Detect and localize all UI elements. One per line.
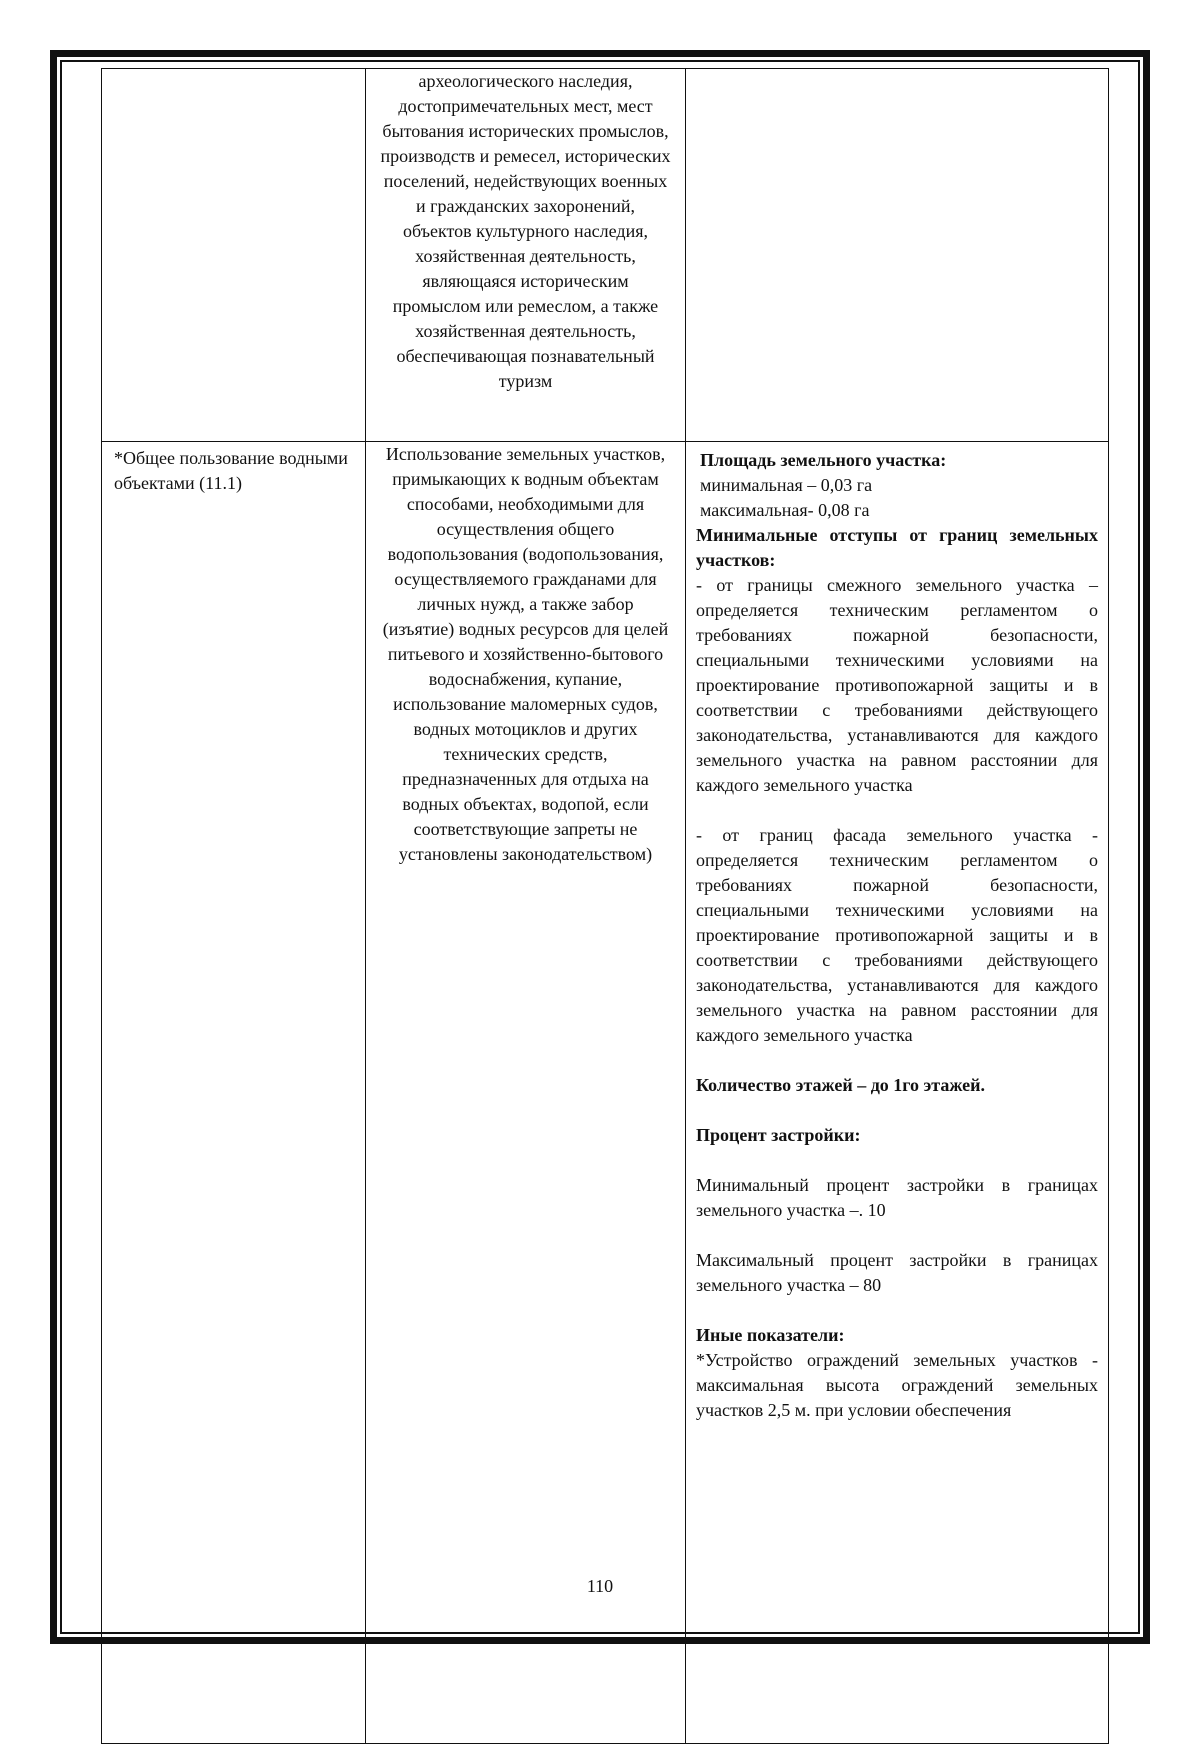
fence-requirement: *Устройство ограждений земельных участков - максимальная высота ограждений земельных участков 2,5 м. при условии обеспечения — [696, 1350, 1098, 1420]
table-row — [102, 69, 1109, 442]
setback-heading: Минимальные отступы от границ земельных участков: — [696, 525, 1098, 570]
row2-use-name-text: *Общее пользование водными объектами (11.1) — [114, 448, 348, 493]
page-number: 110 — [586, 1576, 614, 1596]
area-max: максимальная- 0,08 га — [700, 500, 870, 520]
row2-use-name-cell — [102, 442, 366, 1744]
setback-adjacent: - от границы смежного земельного участка – определяется техническим регламентом о требованиях пожарной безопасности, специальными техническими условиями на проектирование противопожарной защиты и в соответствии с требованиями действующего законодательства, устанавливаются для каждого земельного участка на равном расстоянии для каждого земельного участка — [696, 575, 1098, 795]
floors-limit: Количество этажей – до 1го этажей. — [696, 1075, 986, 1095]
coverage-heading: Процент застройки: — [696, 1125, 861, 1145]
row1-description-cell — [366, 69, 686, 442]
row1-description-text: археологического наследия, достопримечательных мест, мест бытования исторических промыслов, производств и ремесел, исторических поселений, недействующих военных и гражданских захоронений, объектов культурного наследия, хозяйственная деятельность, являющаяся историческим промыслом или ремеслом, а также хозяйственная деятельность, обеспечивающая познавательный туризм — [380, 71, 671, 391]
row1-use-name-cell — [102, 69, 366, 442]
coverage-min: Минимальный процент застройки в границах земельного участка –. 10 — [696, 1175, 1098, 1220]
row2-description-cell — [366, 442, 686, 1744]
area-min: минимальная – 0,03 га — [700, 475, 873, 495]
area-heading: Площадь земельного участка: — [700, 450, 947, 470]
regulations-table — [101, 68, 1109, 1744]
other-heading: Иные показатели: — [696, 1325, 845, 1345]
row1-parameters-cell — [686, 69, 1109, 442]
setback-facade: - от границ фасада земельного участка - определяется техническим регламентом о требованиях пожарной безопасности, специальными техническими условиями на проектирование противопожарной защиты и в соответствии с требованиями действующего законодательства, устанавливаются для каждого земельного участка на равном расстоянии для каждого земельного участка — [696, 825, 1098, 1045]
coverage-max: Максимальный процент застройки в границах земельного участка – 80 — [696, 1250, 1098, 1295]
row2-parameters-cell — [686, 442, 1109, 1744]
row2-description-text: Использование земельных участков, примыкающих к водным объектам способами, необходимыми для осуществления общего водопользования (водопользования, осуществляемого гражданами для личных нужд, а также забор (изъятие) водных ресурсов для целей питьевого и хозяйственно-бытового водоснабжения, купание, использование маломерных судов, водных мотоциклов и других технических средств, предназначенных для отдыха на водных объектах, водопой, если соответствующие запреты не установлены законодательством) — [382, 444, 669, 864]
table-row — [102, 442, 1109, 1744]
